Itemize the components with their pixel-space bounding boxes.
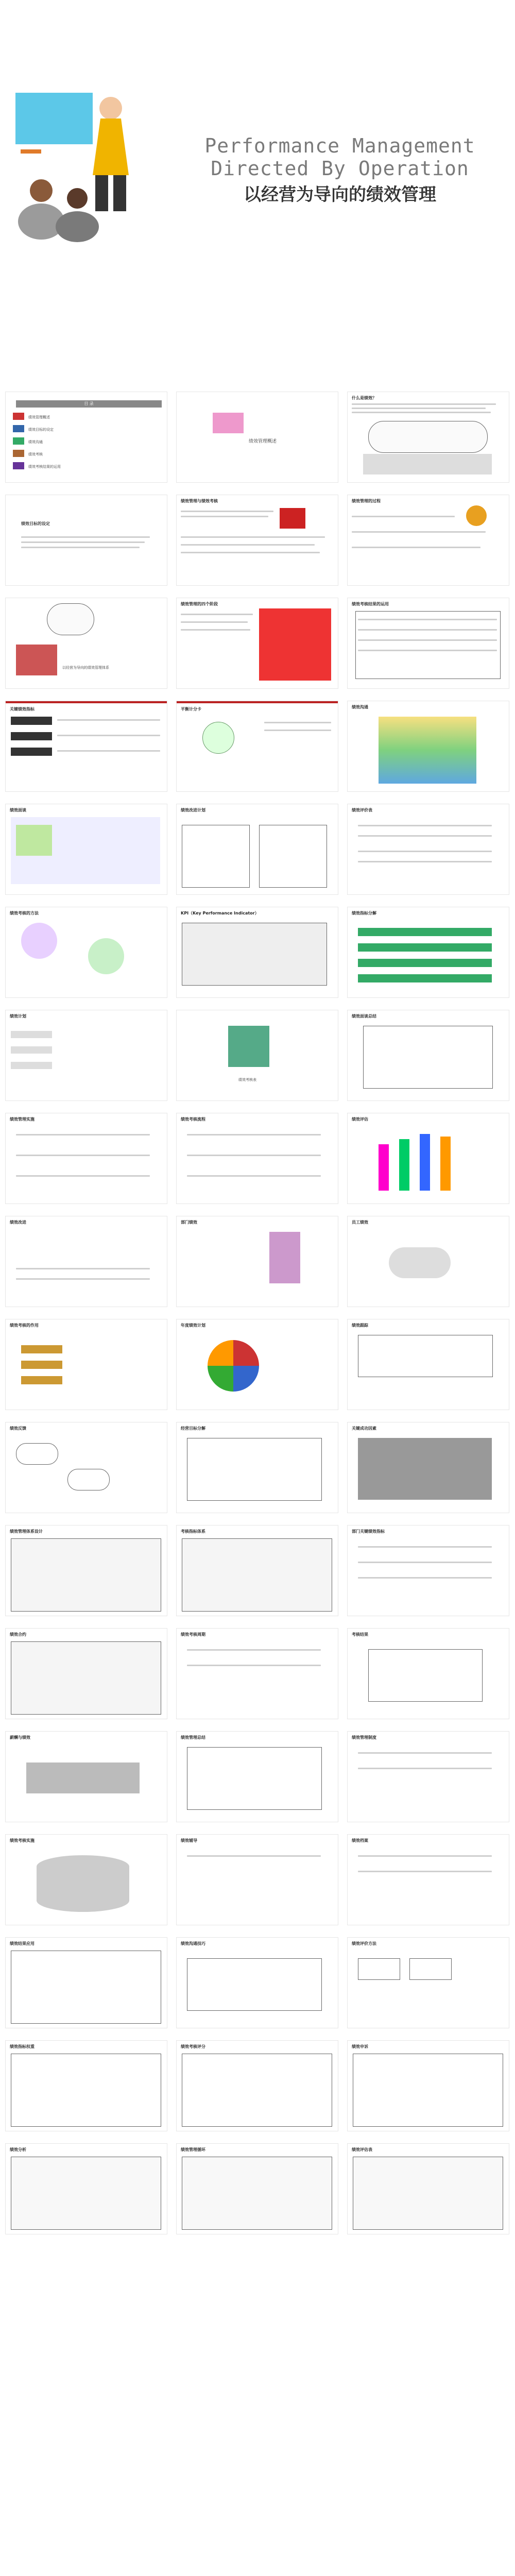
toc-icon: [13, 413, 24, 420]
slide-title: 绩效指标权重: [10, 2044, 35, 2049]
slide-title: 绩效改进计划: [181, 808, 205, 812]
slide-10[interactable]: [5, 701, 167, 792]
slide-title: 年度绩效计划: [181, 1323, 205, 1328]
slide-title: 经营目标分解: [181, 1426, 205, 1431]
cover-title-english: Performance Management Directed By Operation: [204, 134, 475, 180]
slide-title: 绩效管理体系设计: [10, 1529, 43, 1534]
slide-24[interactable]: [347, 1113, 509, 1204]
slide-title: 绩效管理的过程: [352, 499, 381, 503]
slide-title: 绩效合约: [10, 1632, 26, 1637]
slide-33[interactable]: [347, 1422, 509, 1513]
slide-15[interactable]: [347, 804, 509, 895]
cover-title-chinese: 以经营为导向的绩效管理: [244, 184, 436, 205]
slide-title: 关键绩效指标: [10, 707, 35, 711]
slide-title: 绩效反馈: [10, 1426, 26, 1431]
slide-title: 绩效跟踪: [352, 1323, 368, 1328]
slide-38[interactable]: [176, 1628, 338, 1719]
slide-title: 绩效评估: [352, 1117, 368, 1122]
slide-title: 考核结果: [352, 1632, 368, 1637]
slide-toc[interactable]: [5, 392, 167, 483]
slide-37[interactable]: [5, 1628, 167, 1719]
slide-title: 绩效考核周期: [181, 1632, 205, 1637]
slide-40[interactable]: [5, 1731, 167, 1822]
notebook-icon: [213, 413, 244, 433]
slide-32[interactable]: [176, 1422, 338, 1513]
slide-46[interactable]: [5, 1937, 167, 2028]
slide-title: 绩效管理的四个阶段: [181, 602, 218, 606]
slide-43[interactable]: [5, 1834, 167, 1925]
slide-title: 员工绩效: [352, 1220, 368, 1225]
toc-icon: [13, 425, 24, 432]
slide-title: 绩效考核实施: [10, 1838, 35, 1843]
slide-title: 平衡计分卡: [181, 707, 201, 711]
toc-icon: [13, 450, 24, 457]
slide-title: 绩效面谈总结: [352, 1014, 376, 1019]
cover-slide: [0, 0, 515, 330]
slide-title: 关键成功因素: [352, 1426, 376, 1431]
slide-35[interactable]: [176, 1525, 338, 1616]
slide-title: 部门绩效: [181, 1220, 197, 1225]
presenter-illustration: [10, 88, 160, 242]
slide-23[interactable]: [176, 1113, 338, 1204]
slide-51[interactable]: [347, 2040, 509, 2131]
slide-36[interactable]: [347, 1525, 509, 1616]
slide-title: 绩效结果应用: [10, 1941, 35, 1946]
slide-title: 绩效申诉: [352, 2044, 368, 2049]
slide-42[interactable]: [347, 1731, 509, 1822]
slide-title: 考核指标体系: [181, 1529, 205, 1534]
slide-title: 目 录: [16, 400, 162, 408]
slide-title: 薪酬与绩效: [10, 1735, 30, 1740]
slide-19[interactable]: [5, 1010, 167, 1101]
slide-title: 绩效沟通: [352, 705, 368, 709]
slide-48[interactable]: [347, 1937, 509, 2028]
slide-title: 绩效计划: [10, 1014, 26, 1019]
slide-27[interactable]: [347, 1216, 509, 1307]
slide-title: 部门关键绩效指标: [352, 1529, 385, 1534]
toc-item: 绩效沟通: [28, 440, 43, 444]
toc-icon: [13, 437, 24, 445]
slide-title: 绩效管理制度: [352, 1735, 376, 1740]
slide-title: 绩效管理概述: [249, 439, 277, 444]
slide-50[interactable]: [176, 2040, 338, 2131]
slide-title: KPI（Key Performance Indicator）: [181, 911, 259, 916]
slide-31[interactable]: [5, 1422, 167, 1513]
slide-3[interactable]: [347, 392, 509, 483]
slide-45[interactable]: [347, 1834, 509, 1925]
slide-20[interactable]: [176, 1010, 338, 1101]
toc-icon: [13, 462, 24, 469]
slide-title: 绩效面谈: [10, 808, 26, 812]
slide-title: 绩效沟通技巧: [181, 1941, 205, 1946]
slide-9[interactable]: [347, 598, 509, 689]
slide-25[interactable]: [5, 1216, 167, 1307]
slide-title: 绩效评价方法: [352, 1941, 376, 1946]
slide-title: 绩效指标分解: [352, 911, 376, 916]
slide-title: 绩效考核表: [238, 1078, 256, 1082]
slide-8[interactable]: [176, 598, 338, 689]
slide-17[interactable]: [176, 907, 338, 998]
slide-title: 以经营为导向的绩效管理体系: [62, 666, 109, 670]
slide-22[interactable]: [5, 1113, 167, 1204]
slide-title: 绩效考核的方法: [10, 911, 39, 916]
slide-53[interactable]: [176, 2143, 338, 2234]
slide-title: 绩效档案: [352, 1838, 368, 1843]
slide-title: 绩效考核流程: [181, 1117, 205, 1122]
slide-44[interactable]: [176, 1834, 338, 1925]
slide-grid: [5, 392, 510, 2576]
slide-title: 绩效考核结果的运用: [352, 602, 389, 606]
slide-54[interactable]: [347, 2143, 509, 2234]
toc-item: 绩效目标的设定: [28, 428, 54, 432]
slide-16[interactable]: [5, 907, 167, 998]
slide-4[interactable]: [5, 495, 167, 586]
slide-2[interactable]: [176, 392, 338, 483]
slide-28[interactable]: [5, 1319, 167, 1410]
slide-49[interactable]: [5, 2040, 167, 2131]
toc-item: 绩效考核结果的运用: [28, 465, 61, 469]
slide-41[interactable]: [176, 1731, 338, 1822]
slide-title: 绩效管理实施: [10, 1117, 35, 1122]
slide-title: 绩效考核的作用: [10, 1323, 39, 1328]
slide-30[interactable]: [347, 1319, 509, 1410]
slide-title: 绩效管理总结: [181, 1735, 205, 1740]
slide-13[interactable]: [5, 804, 167, 895]
slide-47[interactable]: [176, 1937, 338, 2028]
slide-26[interactable]: [176, 1216, 338, 1307]
slide-39[interactable]: [347, 1628, 509, 1719]
toc-item: 绩效管理概述: [28, 415, 50, 419]
slide-title: 绩效考核评分: [181, 2044, 205, 2049]
slide-title: 绩效分析: [10, 2147, 26, 2152]
slide-title: 绩效评价表: [352, 808, 372, 812]
slide-7[interactable]: [5, 598, 167, 689]
slide-6[interactable]: [347, 495, 509, 586]
slide-title: 绩效管理与绩效考核: [181, 499, 218, 503]
slide-34[interactable]: [5, 1525, 167, 1616]
toc-item: 绩效考核: [28, 452, 43, 456]
slide-11[interactable]: [176, 701, 338, 792]
slide-title: 绩效管理循环: [181, 2147, 205, 2152]
slide-14[interactable]: [176, 804, 338, 895]
slide-52[interactable]: [5, 2143, 167, 2234]
slide-29[interactable]: [176, 1319, 338, 1410]
slide-21[interactable]: [347, 1010, 509, 1101]
slide-title: 绩效改进: [10, 1220, 26, 1225]
slide-5[interactable]: [176, 495, 338, 586]
slide-12[interactable]: [347, 701, 509, 792]
slide-title: 绩效目标的设定: [21, 521, 50, 526]
slide-18[interactable]: [347, 907, 509, 998]
slide-title: 什么是绩效？: [352, 396, 376, 400]
slide-title: 绩效评估表: [352, 2147, 372, 2152]
slide-title: 绩效辅导: [181, 1838, 197, 1843]
